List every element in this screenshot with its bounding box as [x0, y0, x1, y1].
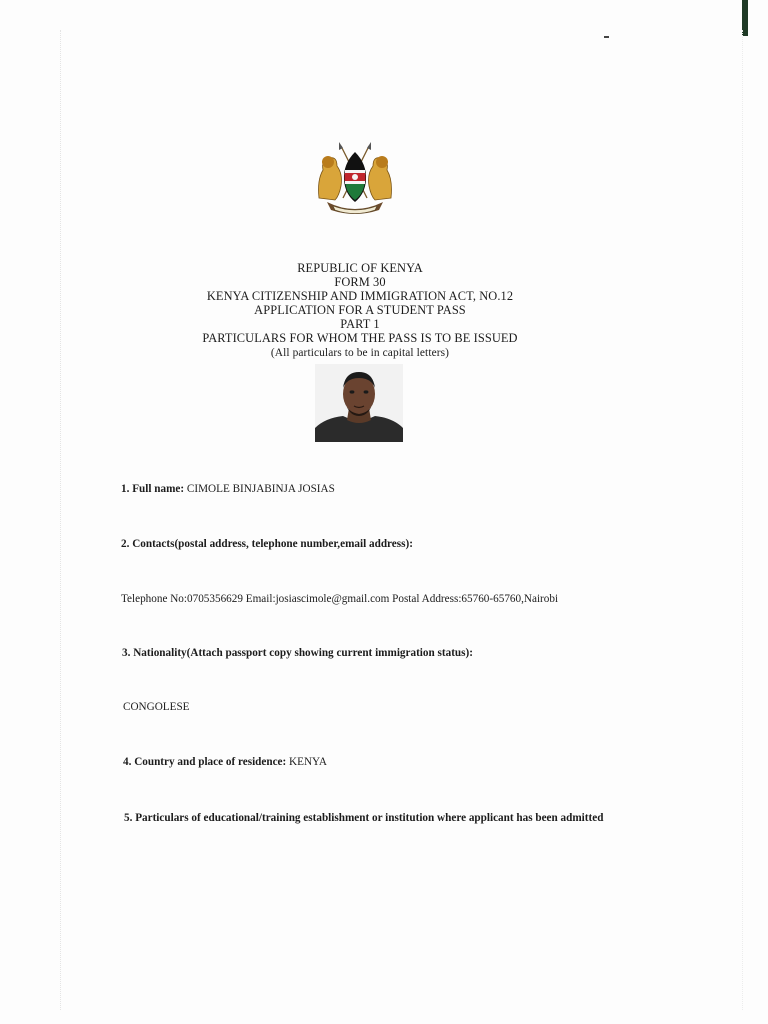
heading-act: KENYA CITIZENSHIP AND IMMIGRATION ACT, NO.12 [206, 289, 514, 304]
nationality-row [122, 647, 473, 659]
heading-instruction: (All particulars to be in capital letters) [270, 346, 450, 359]
scan-artifact-line [742, 30, 744, 1010]
heading-part: PART 1 [340, 317, 380, 332]
heading-form-number: FORM 30 [334, 275, 386, 290]
kenya-coat-of-arms-icon [313, 140, 397, 216]
full-name-value: CIMOLE BINJABINJA JOSIAS [186, 483, 335, 495]
nationality-label: 3. Nationality(Attach passport copy showing current immigration status): [122, 647, 473, 659]
form-heading [150, 261, 570, 360]
heading-application: APPLICATION FOR A STUDENT PASS [254, 303, 466, 318]
heading-particulars: PARTICULARS FOR WHOM THE PASS IS TO BE ISSUED [202, 331, 518, 346]
residence-label: 4. Country and place of residence: [123, 756, 287, 768]
heading-republic: REPUBLIC OF KENYA [297, 261, 423, 275]
institution-label: 5. Particulars of educational/training establishment or institution where applicant has been admitted [124, 812, 604, 824]
contacts-label: 2. Contacts(postal address, telephone number,email address): [121, 538, 413, 550]
scan-artifact-line [60, 30, 62, 1010]
residence-value: KENYA [289, 756, 327, 768]
full-name-label: 1. Full name: [121, 483, 185, 495]
full-name-row [121, 483, 335, 495]
contacts-row [121, 538, 413, 550]
nationality-value: CONGOLESE [123, 701, 190, 713]
applicant-photo [315, 364, 403, 442]
scan-speck [604, 36, 609, 38]
residence-row [123, 756, 327, 768]
contacts-value: Telephone No:0705356629 Email:josiascimole@gmail.com Postal Address:65760-65760,Nairobi [121, 593, 559, 605]
